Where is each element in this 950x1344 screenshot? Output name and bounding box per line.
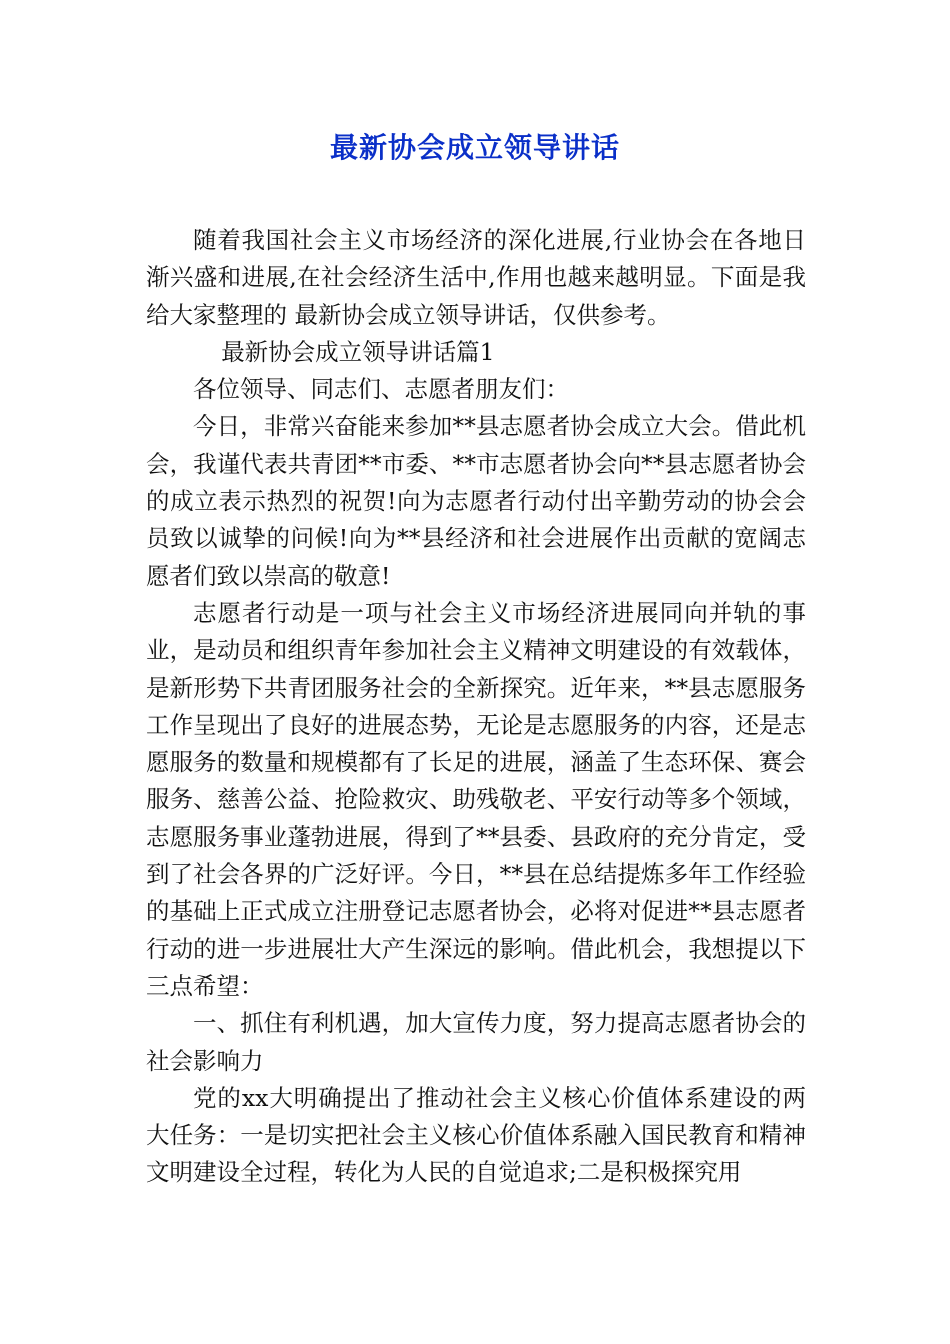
document-body [146,222,806,1192]
document-title: 最新协会成立领导讲话 [329,131,620,164]
body-paragraph: 今日，非常兴奋能来参加**县志愿者协会成立大会。借此机会，我谨代表共青团**市委、**市志愿者协会向**县志愿者协会的成立表示热烈的祝贺!向为志愿者行动付出辛勤劳动的协会会员致以诚挚的问候!向为**县经济和社会进展作出贡献的宽阔志愿者们致以崇高的敬意! [146,412,806,590]
body-paragraph: 党的xx大明确提出了推动社会主义核心价值体系建设的两大任务：一是切实把社会主义核心价值体系融入国民教育和精神文明建设全过程，转化为人民的自觉追求;二是积极探究用 [146,1083,806,1187]
section-heading: 最新协会成立领导讲话篇1 [221,337,495,366]
intro-paragraph: 随着我国社会主义市场经济的深化进展,行业协会在各地日渐兴盛和进展,在社会经济生活中,作用也越来越明显。下面是我给大家整理的 最新协会成立领导讲话，仅供参考。 [146,226,806,329]
body-paragraph: 志愿者行动是一项与社会主义市场经济进展同向并轨的事业，是动员和组织青年参加社会主义精神文明建设的有效载体，是新形势下共青团服务社会的全新探究。近年来，**县志愿服务工作呈现出了良好的进展态势，无论是志愿服务的内容，还是志愿服务的数量和规模都有了长足的进展，涵盖了生态环保、赛会服务、慈善公益、抢险救灾、助残敬老、平安行动等多个领域，志愿服务事业蓬勃进展，得到了**县委、县政府的充分肯定，受到了社会各界的广泛好评。今日，**县在总结提炼多年工作经验的基础上正式成立注册登记志愿者协会，必将对促进**县志愿者行动的进一步进展壮大产生深远的影响。借此机会，我想提以下三点希望： [146,598,806,1000]
point-heading: 一、抓住有利机遇，加大宣传力度，努力提高志愿者协会的社会影响力 [146,1009,806,1075]
salutation-paragraph: 各位领导、同志们、志愿者朋友们： [193,375,569,404]
